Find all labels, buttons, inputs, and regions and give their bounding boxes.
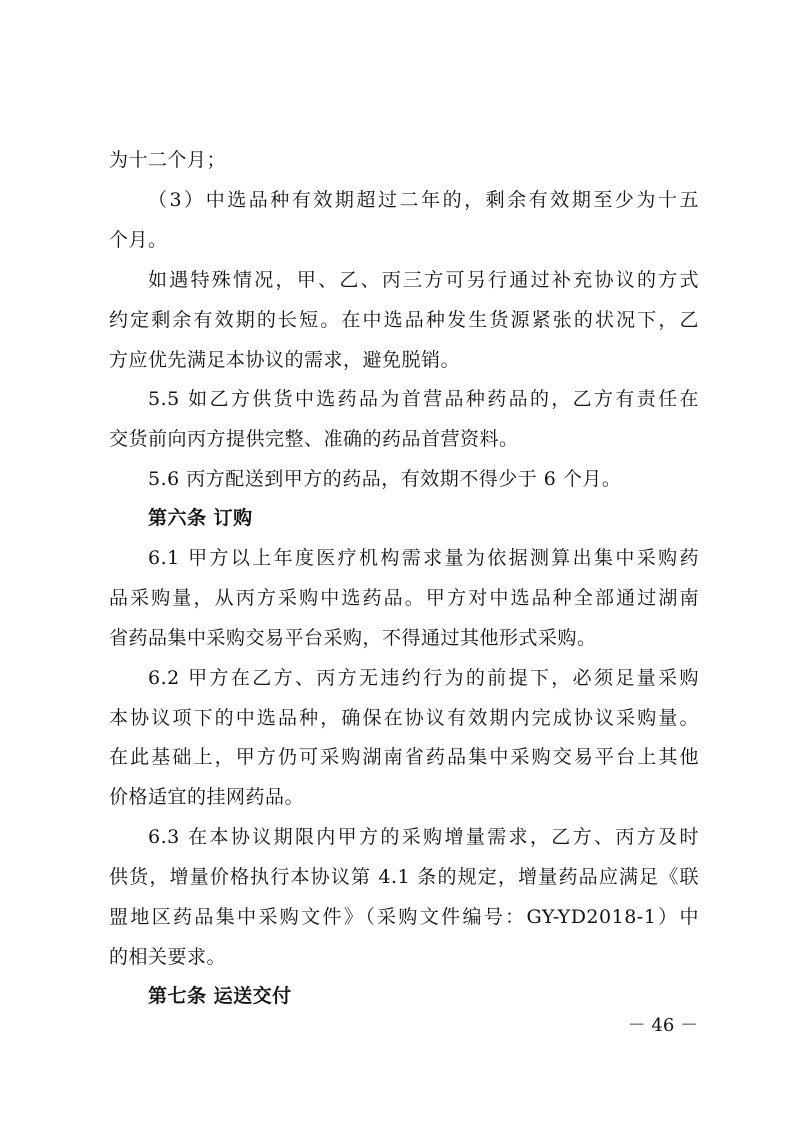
paragraph-line: 个月。: [109, 229, 168, 251]
paragraph-line: 6.1 甲方以上年度医疗机构需求量为依据测算出集中采购药: [148, 547, 699, 569]
paragraph-line: 在此基础上，甲方仍可采购湖南省药品集中采购交易平台上其他: [109, 746, 699, 768]
section-heading: 第六条 订购: [148, 507, 253, 529]
paragraph-line: 的相关要求。: [109, 946, 227, 968]
paragraph-line: 如遇特殊情况，甲、乙、丙三方可另行通过补充协议的方式: [148, 269, 699, 291]
paragraph-line: 方应优先满足本协议的需求，避免脱销。: [109, 349, 461, 371]
paragraph-line: 价格适宜的挂网药品。: [109, 786, 305, 808]
paragraph-line: 盟地区药品集中采购文件》（采购文件编号：GY-YD2018-1）中: [109, 906, 699, 928]
paragraph-line: 品采购量，从丙方采购中选药品。甲方对中选品种全部通过湖南: [109, 587, 699, 609]
paragraph-line: 供货，增量价格执行本协议第 4.1 条的规定，增量药品应满足《联: [109, 866, 699, 888]
page-number: － 46 －: [627, 1015, 698, 1036]
paragraph-line: （3）中选品种有效期超过二年的，剩余有效期至少为十五: [148, 189, 699, 211]
paragraph-line: 本协议项下的中选品种，确保在协议有效期内完成协议采购量。: [109, 707, 699, 729]
paragraph-line: 5.6 丙方配送到甲方的药品，有效期不得少于 6 个月。: [148, 468, 622, 490]
paragraph-line: 交货前向丙方提供完整、准确的药品首营资料。: [109, 428, 519, 450]
paragraph-line: 6.3 在本协议期限内甲方的采购增量需求，乙方、丙方及时: [148, 826, 699, 848]
paragraph-line: 5.5 如乙方供货中选药品为首营品种药品的，乙方有责任在: [148, 388, 699, 410]
paragraph-line: 约定剩余有效期的长短。在中选品种发生货源紧张的状况下，乙: [109, 309, 699, 331]
paragraph-line: 省药品集中采购交易平台采购，不得通过其他形式采购。: [109, 627, 597, 649]
paragraph-line: 为十二个月；: [109, 149, 227, 171]
paragraph-line: 6.2 甲方在乙方、丙方无违约行为的前提下，必须足量采购: [148, 667, 699, 689]
section-heading: 第七条 运送交付: [148, 985, 292, 1007]
